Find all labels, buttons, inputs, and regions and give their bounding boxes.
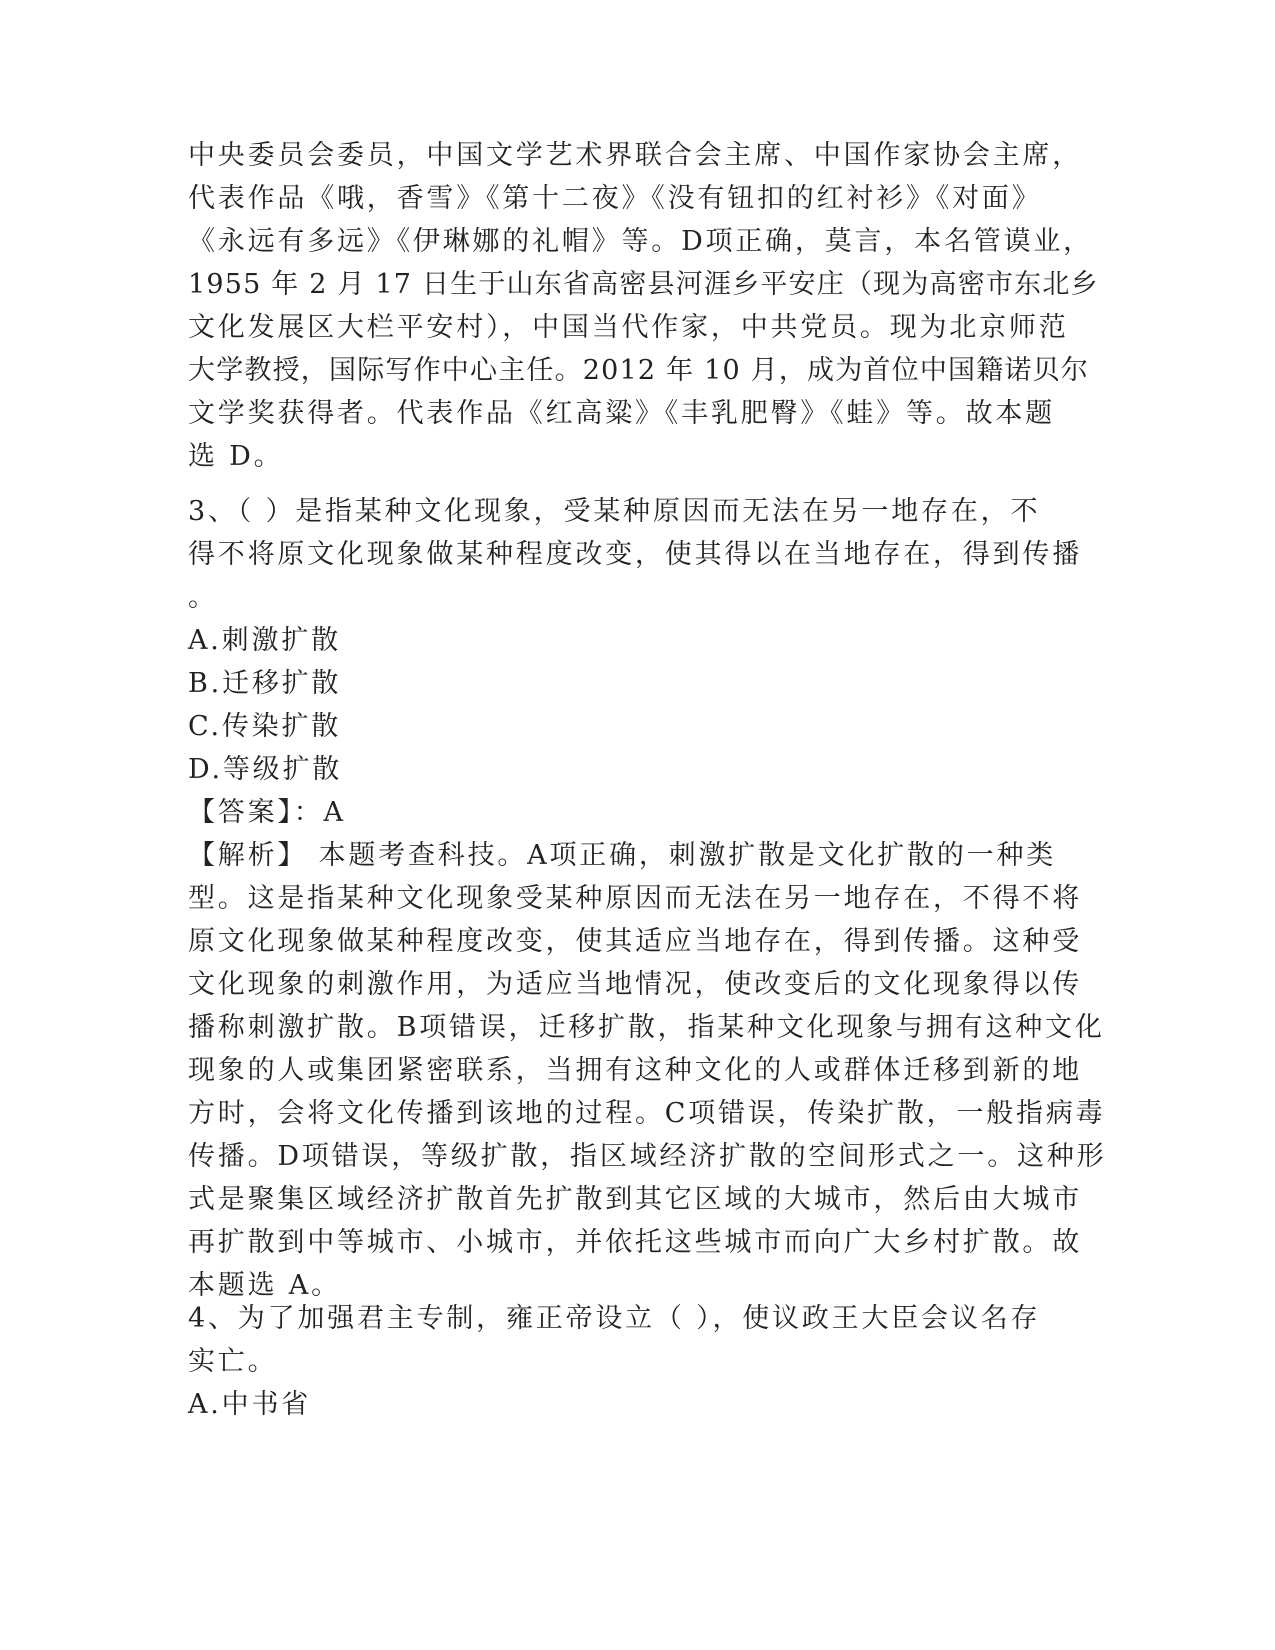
explanation-line: 播称刺激扩散。B项错误，迁移扩散，指某种文化现象与拥有这种文化 [188,1012,1105,1043]
question-stem-line: 4、为了加强君主专制，雍正帝设立（ ），使议政王大臣会议名存 [188,1303,1041,1334]
option-b: B.迁移扩散 [188,668,342,699]
paragraph-line: 1955 年 2 月 17 日生于山东省高密县河涯乡平安庄（现为高密市东北乡 [188,269,1099,300]
paragraph-line: 中央委员会委员，中国文学艺术界联合会主席、中国作家协会主席， [188,140,1082,171]
explanation-line: 原文化现象做某种程度改变，使其适应当地存在，得到传播。这种受 [188,926,1082,957]
option-c: C.传染扩散 [188,711,342,742]
question-4 [188,1297,1088,1426]
option-a: A.刺激扩散 [188,625,341,656]
previous-explanation [188,134,1099,478]
paragraph-line: 代表作品《哦，香雪》《第十二夜》《没有钮扣的红衬衫》《对面》 [188,183,1042,214]
answer-line: 【答案】：A [188,797,346,828]
question-stem-line: 实亡。 [188,1346,278,1377]
paragraph-line: 选 D。 [188,441,284,472]
explanation-line: 式是聚集区域经济扩散首先扩散到其它区域的大城市，然后由大城市 [188,1184,1082,1215]
explanation-line: 本题选 A。 [188,1270,341,1301]
option-d: D.等级扩散 [188,754,343,785]
question-stem-line: 3、（ ）是指某种文化现象，受某种原因而无法在另一地存在，不 [188,496,1041,527]
explanation-line: 现象的人或集团紧密联系，当拥有这种文化的人或群体迁移到新的地 [188,1055,1082,1086]
explanation-line: 传播。D项错误，等级扩散，指区域经济扩散的空间形式之一。这种形 [188,1141,1107,1172]
paragraph-line: 《永远有多远》《伊琳娜的礼帽》等。D项正确，莫言，本名管谟业， [188,226,1093,257]
explanation-line: 文化现象的刺激作用，为适应当地情况，使改变后的文化现象得以传 [188,969,1082,1000]
explanation-line: 【解析】 本题考查科技。A项正确，刺激扩散是文化扩散的一种类 [188,840,1057,871]
explanation-line: 方时，会将文化传播到该地的过程。C项错误，传染扩散，一般指病毒 [188,1098,1106,1129]
paragraph-line: 大学教授，国际写作中心主任。2012 年 10 月，成为首位中国籍诺贝尔 [188,355,1090,386]
paragraph-line: 文化发展区大栏平安村），中国当代作家，中共党员。现为北京师范 [188,312,1069,343]
question-3 [188,490,1107,1307]
explanation-line: 再扩散到中等城市、小城市，并依托这些城市而向广大乡村扩散。故 [188,1227,1082,1258]
question-stem-line: 得不将原文化现象做某种程度改变，使其得以在当地存在，得到传播 [188,539,1082,570]
option-a: A.中书省 [188,1389,312,1420]
paragraph-line: 文学奖获得者。代表作品《红高粱》《丰乳肥臀》《蛙》等。故本题 [188,398,1055,429]
explanation-line: 型。这是指某种文化现象受某种原因而无法在另一地存在，不得不将 [188,883,1082,914]
question-stem-line: 。 [188,582,218,613]
